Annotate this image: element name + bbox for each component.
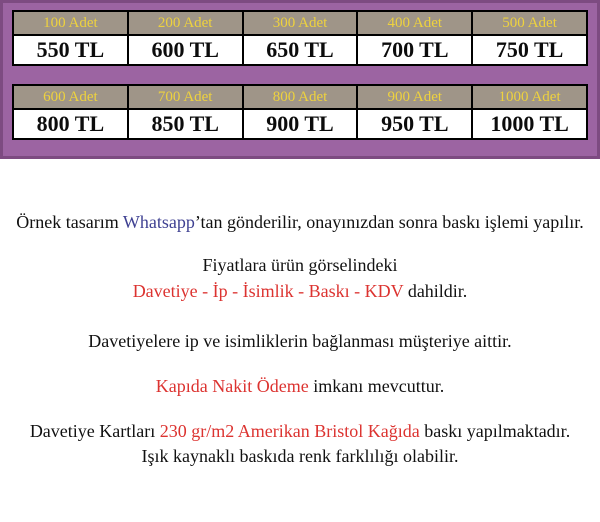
price-cell: 900 TL bbox=[243, 109, 358, 139]
price-cell: 650 TL bbox=[243, 35, 358, 65]
qty-cell: 800 Adet bbox=[243, 85, 358, 109]
price-cell: 800 TL bbox=[13, 109, 128, 139]
price-cell: 1000 TL bbox=[472, 109, 587, 139]
note-sample-design bbox=[0, 212, 600, 233]
included-items-highlight: Davetiye - İp - İsimlik - Baskı - KDV bbox=[132, 281, 404, 301]
price-cell: 950 TL bbox=[357, 109, 472, 139]
note-text: imkanı mevcuttur. bbox=[308, 376, 445, 396]
price-cell: 750 TL bbox=[472, 35, 587, 65]
note-included-intro: Fiyatlara ürün görselindeki bbox=[202, 255, 398, 275]
qty-cell: 300 Adet bbox=[243, 11, 358, 35]
whatsapp-brand-text: Whatsapp bbox=[122, 212, 195, 232]
price-cell: 850 TL bbox=[128, 109, 243, 139]
note-included-items bbox=[0, 281, 600, 302]
qty-cell: 500 Adet bbox=[472, 11, 587, 35]
payment-highlight: Kapıda Nakit Ödeme bbox=[155, 376, 309, 396]
qty-cell: 100 Adet bbox=[13, 11, 128, 35]
note-payment bbox=[0, 376, 600, 397]
price-row bbox=[13, 35, 587, 65]
qty-cell: 200 Adet bbox=[128, 11, 243, 35]
price-cell: 700 TL bbox=[357, 35, 472, 65]
qty-cell: 600 Adet bbox=[13, 85, 128, 109]
note-text: Davetiye Kartları bbox=[29, 421, 160, 441]
qty-cell: 1000 Adet bbox=[472, 85, 587, 109]
qty-cell: 700 Adet bbox=[128, 85, 243, 109]
price-row bbox=[13, 109, 587, 139]
qty-row bbox=[13, 85, 587, 109]
note-text: dahildir. bbox=[403, 281, 468, 301]
qty-row bbox=[13, 11, 587, 35]
price-table-1 bbox=[12, 10, 588, 66]
pricing-banner bbox=[0, 0, 600, 159]
qty-cell: 400 Adet bbox=[357, 11, 472, 35]
price-cell: 600 TL bbox=[128, 35, 243, 65]
qty-cell: 900 Adet bbox=[357, 85, 472, 109]
note-text: Örnek tasarım bbox=[16, 212, 123, 232]
paper-highlight: 230 gr/m2 Amerikan Bristol Kağıda bbox=[159, 421, 420, 441]
note-color-warning: Işık kaynaklı baskıda renk farklılığı olabilir. bbox=[141, 446, 459, 466]
note-text: ’tan gönderilir, onayınızdan sonra baskı işlemi yapılır. bbox=[194, 212, 584, 232]
note-paper bbox=[0, 421, 600, 442]
price-table-2 bbox=[12, 84, 588, 140]
price-cell: 550 TL bbox=[13, 35, 128, 65]
note-attachment: Davetiyelere ip ve isimliklerin bağlanması müşteriye aittir. bbox=[88, 331, 512, 351]
note-text: baskı yapılmaktadır. bbox=[419, 421, 571, 441]
